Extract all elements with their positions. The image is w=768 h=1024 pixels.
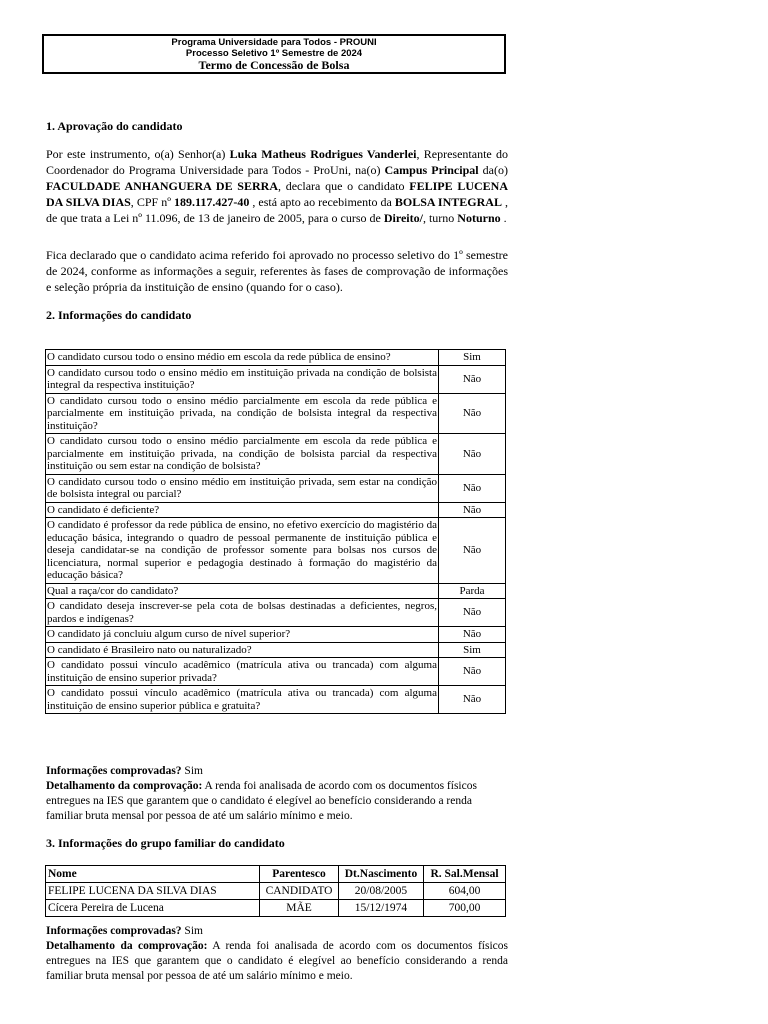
section-3-title: 3. Informações do grupo familiar do candidato: [46, 836, 285, 850]
verified-value: Sim: [181, 925, 203, 937]
question-cell: O candidato cursou todo o ensino médio em escola da rede pública de ensino?: [46, 350, 439, 366]
table-row: [46, 583, 506, 599]
institution-name: FACULDADE ANHANGUERA DE SERRA: [46, 179, 278, 193]
answer-cell: Sim: [439, 642, 506, 658]
question-cell: O candidato é Brasileiro nato ou naturalizado?: [46, 642, 439, 658]
declaration-paragraph: Fica declarado que o candidato acima referido foi aprovado no processo seletivo do 1º semestre de 2024, conforme as informações a seguir, referentes às fases de comprovação de informações e seleção própria da instituição de ensino (quando for o caso).: [46, 248, 508, 294]
family-table: [45, 865, 506, 917]
question-cell: O candidato deseja inscrever-se pela cota de bolsas destinadas a deficientes, negros, pardos e indígenas?: [47, 600, 437, 625]
text: , CPF nº: [130, 195, 174, 209]
candidate-name: FELIPE LUCENA DA SILVA DIAS: [46, 179, 509, 209]
section-3-verification: [46, 924, 508, 984]
table-row: [46, 883, 506, 900]
program-title: Programa Universidade para Todos - PROUNI: [171, 37, 377, 48]
course-name: Direito/: [383, 211, 423, 225]
detail-line: [46, 779, 508, 824]
verified-label: Informações comprovadas?: [46, 925, 182, 937]
text: , de que trata a Lei nº 11.096, de 13 de janeiro de 2005, para o curso de: [46, 195, 508, 225]
table-row: [46, 502, 506, 518]
shift-name: Noturno: [457, 211, 501, 225]
answer-cell: Sim: [439, 350, 506, 366]
relationship-cell: MÃE: [260, 900, 339, 917]
question-cell: O candidato cursou todo o ensino médio parcialmente em escola da rede pública e parcialmente em instituição privada, na condição de bolsista parcial da respectiva instituição ou sem estar na condição de bolsista?: [47, 435, 437, 472]
candidate-info-table: [45, 349, 506, 714]
document-header: [42, 34, 506, 74]
question-cell: O candidato é deficiente?: [46, 502, 439, 518]
table-row: [46, 642, 506, 658]
question-cell: O candidato possui vínculo acadêmico (matrícula ativa ou trancada) com alguma instituição de ensino superior pública e gratuita?: [47, 687, 437, 712]
table-row: [46, 474, 506, 502]
income-cell: 700,00: [424, 900, 506, 917]
table-row: [46, 658, 506, 686]
birthdate-cell: 15/12/1974: [339, 900, 424, 917]
question-cell: O candidato possui vínculo acadêmico (matrícula ativa ou trancada) com alguma instituição de ensino superior privada?: [47, 659, 437, 684]
table-row: [46, 434, 506, 475]
text: da(o): [478, 163, 509, 177]
detail-text: A renda foi analisada de acordo com os documentos físicos entregues na IES que garantem que o candidato é elegível ao benefício considerando a renda familiar bruta mensal por pessoa de até um salário mínimo e meio.: [46, 780, 477, 822]
table-row: [46, 393, 506, 434]
question-cell: O candidato já concluiu algum curso de nível superior?: [46, 627, 439, 643]
answer-cell: Não: [439, 474, 506, 502]
answer-cell: Não: [439, 599, 506, 627]
table-row: [46, 518, 506, 584]
income-cell: 604,00: [424, 883, 506, 900]
text: , turno: [422, 211, 458, 225]
detail-label: Detalhamento da comprovação:: [46, 780, 203, 792]
name-cell: FELIPE LUCENA DA SILVA DIAS: [46, 883, 260, 900]
table-row: [46, 599, 506, 627]
process-title: Processo Seletivo 1º Semestre de 2024: [185, 48, 363, 59]
family-table-header: [46, 866, 506, 883]
section-2-title: 2. Informações do candidato: [46, 308, 192, 322]
relationship-cell: CANDIDATO: [260, 883, 339, 900]
verified-value: Sim: [181, 765, 203, 777]
table-row: [46, 365, 506, 393]
answer-cell: Não: [439, 502, 506, 518]
approval-paragraph: [46, 146, 508, 226]
detail-line: [46, 939, 508, 984]
answer-cell: Não: [439, 518, 506, 584]
table-row: [46, 350, 506, 366]
answer-cell: Não: [439, 627, 506, 643]
detail-text: A renda foi analisada de acordo com os documentos físicos entregues na IES que garantem que o candidato é elegível ao benefício considerando a renda familiar bruta mensal por pessoa de até um salário mínimo e meio.: [46, 940, 509, 982]
document-title: Termo de Concessão de Bolsa: [198, 58, 350, 72]
name-cell: Cícera Pereira de Lucena: [46, 900, 260, 917]
section-1-title: 1. Aprovação do candidato: [46, 119, 183, 133]
col-name: Nome: [46, 866, 260, 883]
scholarship-type: BOLSA INTEGRAL: [394, 195, 502, 209]
birthdate-cell: 20/08/2005: [339, 883, 424, 900]
verified-line: [46, 924, 508, 939]
col-relationship: Parentesco: [260, 866, 339, 883]
answer-cell: Não: [439, 365, 506, 393]
text: Por este instrumento, o(a) Senhor(a): [46, 147, 230, 161]
cpf-number: 189.117.427-40: [173, 195, 250, 209]
text: , está apto ao recebimento da: [249, 195, 395, 209]
detail-label: Detalhamento da comprovação:: [46, 940, 208, 952]
question-cell: O candidato cursou todo o ensino médio em instituição privada, sem estar na condição de bolsista integral ou parcial?: [47, 475, 437, 500]
representative-name: Luka Matheus Rodrigues Vanderlei: [229, 147, 417, 161]
question-cell: O candidato cursou todo o ensino médio parcialmente em escola da rede pública e parcialmente em instituição privada, na condição de bolsista integral da respectiva instituição?: [47, 394, 437, 432]
answer-cell: Parda: [439, 583, 506, 599]
col-income: R. Sal.Mensal: [424, 866, 506, 883]
verified-line: [46, 764, 508, 779]
answer-cell: Não: [439, 686, 506, 714]
answer-cell: Não: [439, 393, 506, 434]
text: , Representante do Coordenador do Programa Universidade para Todos - ProUni, na(o): [46, 147, 508, 177]
table-row: [46, 686, 506, 714]
table-row: [46, 900, 506, 917]
campus-name: Campus Principal: [384, 163, 479, 177]
question-cell: Qual a raça/cor do candidato?: [46, 583, 439, 599]
text: , declara que o candidato: [278, 179, 410, 193]
question-cell: O candidato cursou todo o ensino médio em instituição privada na condição de bolsista integral da respectiva instituição?: [47, 366, 437, 391]
col-birthdate: Dt.Nascimento: [339, 866, 424, 883]
answer-cell: Não: [439, 658, 506, 686]
section-2-verification: [46, 764, 508, 824]
table-row: [46, 627, 506, 643]
answer-cell: Não: [439, 434, 506, 475]
question-cell: O candidato é professor da rede pública de ensino, no efetivo exercício do magistério da educação básica, integrando o quadro de pessoal permanente de instituição pública e deseja candidatar-se na condição de professor somente para bolsas nos cursos de licenciatura, normal superior e pedagogia destinado à formação do magistério da educação básica?: [47, 519, 437, 581]
verified-label: Informações comprovadas?: [46, 765, 182, 777]
text: .: [500, 211, 507, 225]
